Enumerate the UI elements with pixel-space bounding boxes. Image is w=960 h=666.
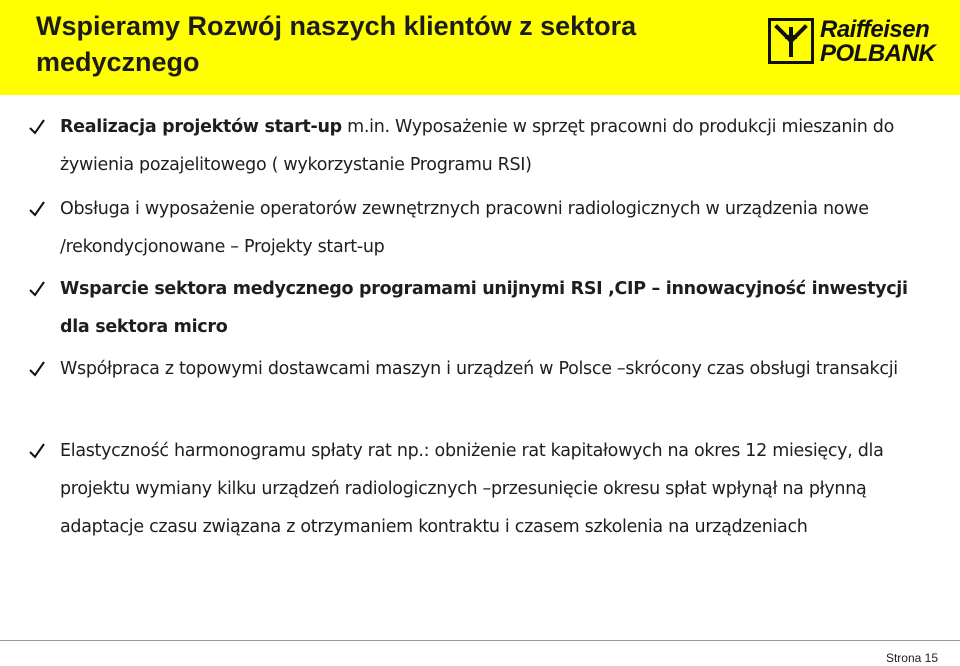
- list-item-bold: Wsparcie sektora medycznego programami unijnymi RSI ,CIP – innowacyjność inwestycji dla sektora micro: [60, 279, 908, 337]
- raiffeisen-cross-icon: [768, 18, 814, 64]
- checkmark-icon: [28, 118, 46, 136]
- checkmark-icon: [28, 200, 46, 218]
- list-item-text: [60, 270, 940, 346]
- list-item-rest: m.in. Wyposażenie w sprzęt pracowni do produkcji mieszanin do żywienia pozajelitowego ( wykorzystanie Programu RSI): [60, 117, 895, 175]
- list-item-rest: Elastyczność harmonogramu spłaty rat np.: obniżenie rat kapitałowych na okres 12 miesięcy, dla projektu wymiany kilku urządzeń radiologicznych –przesunięcie okresu spłat wpłynął na płynną adaptacje czasu związana z otrzymaniem kontraktu i czasem szkolenia na urządzeniach: [60, 441, 884, 537]
- checkmark-icon: [28, 442, 46, 460]
- list-item-text: [60, 108, 940, 184]
- list-item-text: [60, 350, 940, 388]
- page-title: Wspieramy Rozwój naszych klientów z sektora medycznego: [36, 11, 637, 77]
- page-number: Strona 15: [885, 651, 938, 665]
- logo-text-polbank: POLBANK: [820, 40, 936, 67]
- list-item-text: [60, 190, 940, 266]
- footer-divider: [0, 640, 960, 641]
- bank-logo: [768, 14, 946, 74]
- checkmark-icon: [28, 360, 46, 378]
- logo-text-raiffeisen: Raiffeisen: [820, 16, 930, 43]
- header-banner: [0, 0, 960, 95]
- list-item-text: [60, 432, 940, 546]
- list-item-rest: Obsługa i wyposażenie operatorów zewnętrznych pracowni radiologicznych w urządzenia nowe /rekondycjonowane – Projekty start-up: [60, 199, 869, 257]
- list-item-rest: Współpraca z topowymi dostawcami maszyn i urządzeń w Polsce –skrócony czas obsługi transakcji: [60, 359, 898, 379]
- checkmark-icon: [28, 280, 46, 298]
- list-item-bold: Realizacja projektów start-up: [60, 117, 342, 137]
